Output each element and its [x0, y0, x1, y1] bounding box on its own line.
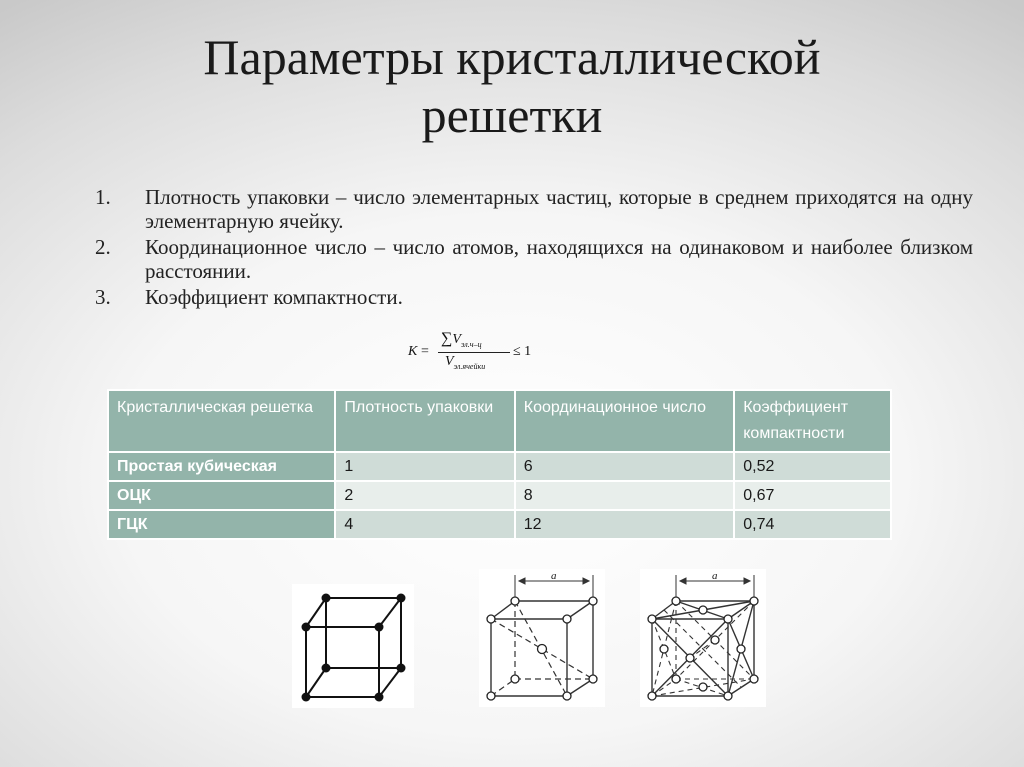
simple-cubic-diagram	[292, 584, 414, 708]
bcc-diagram	[479, 569, 605, 707]
table-row-header: Простая кубическая	[108, 452, 335, 481]
table-cell: 0,52	[734, 452, 891, 481]
table-header-cell: Плотность упаковки	[335, 390, 514, 452]
formula-denominator-sub: эл.ячейки	[453, 361, 486, 371]
lattice-constant-label: a	[551, 570, 557, 582]
table-row-header: ГЦК	[108, 510, 335, 539]
list-item	[95, 235, 973, 283]
list-item-number: 2.	[95, 235, 111, 259]
fcc-figure	[640, 569, 766, 707]
table-cell: 0,74	[734, 510, 891, 539]
table-cell: 4	[335, 510, 514, 539]
lattice-constant-label: a	[712, 570, 718, 582]
table-header-row	[108, 390, 891, 452]
list-item-text: Координационное число – число атомов, находящихся на одинаковом и наиболее близком расстоянии.	[145, 235, 973, 283]
formula-numerator-sub: эл.ч–ц	[460, 339, 482, 349]
simple-cubic-figure	[292, 584, 414, 708]
table-row	[108, 510, 891, 539]
list-item-number: 1.	[95, 185, 111, 209]
lattice-table	[107, 389, 892, 540]
table-header-cell: Координационное число	[515, 390, 734, 452]
table-cell: 1	[335, 452, 514, 481]
formula-fraction-bar	[438, 352, 510, 353]
slide-title-line-1: Параметры кристаллической	[203, 29, 821, 85]
compactness-formula	[408, 330, 538, 378]
formula-denominator	[445, 354, 485, 371]
formula-sum-symbol: ∑	[441, 330, 453, 347]
table-header-cell: Кристаллическая решетка	[108, 390, 335, 452]
list-item	[95, 285, 973, 309]
formula-k: K	[408, 344, 418, 359]
table-cell: 12	[515, 510, 734, 539]
list-item-number: 3.	[95, 285, 111, 309]
fcc-diagram	[640, 569, 766, 707]
formula-numerator	[441, 330, 482, 349]
parameters-list	[95, 185, 973, 311]
table-cell: 0,67	[734, 481, 891, 510]
table-header-cell: Коэффициент компактности	[734, 390, 891, 452]
table-row	[108, 481, 891, 510]
list-item-text: Плотность упаковки – число элементарных частиц, которые в среднем приходятся на одну элементарную ячейку.	[145, 185, 973, 233]
list-item-text: Коэффициент компактности.	[145, 285, 403, 309]
table-cell: 2	[335, 481, 514, 510]
slide-title	[0, 28, 1024, 144]
table-row	[108, 452, 891, 481]
formula-numerator-var: V	[452, 332, 461, 347]
formula-leq-one: ≤ 1	[513, 344, 532, 359]
table-row-header: ОЦК	[108, 481, 335, 510]
table-cell: 8	[515, 481, 734, 510]
bcc-figure	[479, 569, 605, 707]
slide-title-line-2: решетки	[421, 87, 603, 143]
table-cell: 6	[515, 452, 734, 481]
formula-equals: =	[421, 344, 429, 359]
list-item	[95, 185, 973, 233]
formula-denominator-var: V	[445, 354, 454, 369]
